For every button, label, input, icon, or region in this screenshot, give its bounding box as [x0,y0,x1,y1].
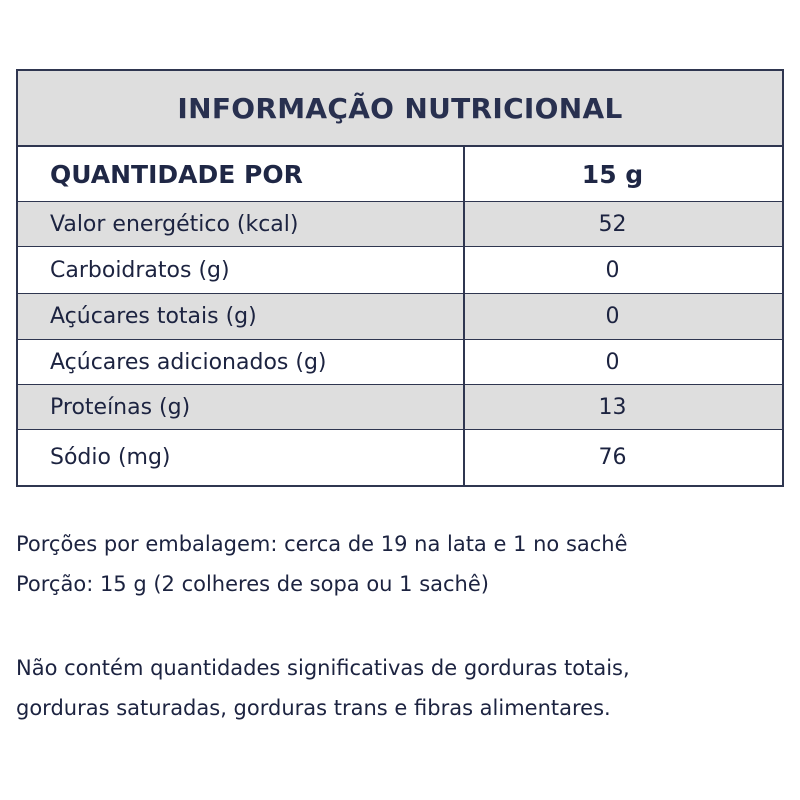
nutrition-facts-table [16,69,784,487]
servings-per-package-text: Porções por embalagem: cerca de 19 na lata e 1 no sachê [16,532,628,556]
nutrient-value: 0 [465,340,782,385]
nutrient-value: 0 [465,294,782,340]
nutrient-label: Proteínas (g) [18,385,465,430]
quantity-per-header: QUANTIDADE POR [18,147,465,202]
disclaimer-line: Não contém quantidades significativas de gorduras totais, [16,656,630,680]
nutrient-value: 52 [465,202,782,247]
disclaimer-note [16,648,786,728]
nutrient-label: Açúcares adicionados (g) [18,340,465,385]
nutrient-label: Carboidratos (g) [18,247,465,294]
serving-info [16,524,786,604]
nutrient-label: Valor energético (kcal) [18,202,465,247]
nutrient-label: Açúcares totais (g) [18,294,465,340]
serving-size-text: Porção: 15 g (2 colheres de sopa ou 1 sachê) [16,572,489,596]
nutrient-label: Sódio (mg) [18,430,465,485]
nutrient-value: 0 [465,247,782,294]
portion-size-header: 15 g [465,147,782,202]
nutrient-value: 13 [465,385,782,430]
nutrient-value: 76 [465,430,782,485]
disclaimer-line: gorduras saturadas, gorduras trans e fibras alimentares. [16,696,611,720]
table-title: INFORMAÇÃO NUTRICIONAL [18,71,782,147]
